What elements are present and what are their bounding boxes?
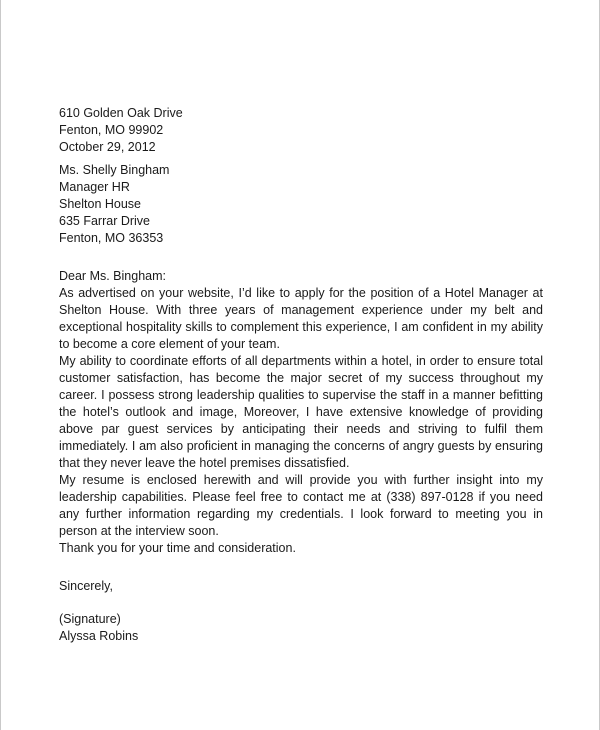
signature-placeholder: (Signature) <box>59 612 121 626</box>
recipient-company: Shelton House <box>59 197 142 211</box>
recipient-street: 635 Farrar Drive <box>59 214 150 228</box>
cover-letter <box>59 105 543 645</box>
letter-date: October 29, 2012 <box>59 140 156 154</box>
paragraph-thanks: Thank you for your time and consideration. <box>59 541 296 555</box>
paragraph-resume: My resume is enclosed herewith and will provide you with further insight into my leadership capabilities. Please feel free to contact me at (338) 897-0128 if you need any further information regarding my credentials. I look forward to meeting you in person at the interview soon. <box>59 473 543 538</box>
signature-block <box>59 611 543 645</box>
sender-city-line: Fenton, MO 99902 <box>59 123 164 137</box>
paragraph-intro: As advertised on your website, I’d like to apply for the position of a Hotel Manager at Shelton House. With three years of management experience under my belt and exceptional hospitality skills to complement this experience, I am confident in my ability to become a core element of your team. <box>59 286 543 351</box>
sender-address <box>59 105 543 156</box>
recipient-title: Manager HR <box>59 180 130 194</box>
signer-name: Alyssa Robins <box>59 629 139 643</box>
paragraph-qualifications: My ability to coordinate efforts of all departments within a hotel, in order to ensure total customer satisfaction, has become the major secret of my success throughout my career. I possess strong leadership qualities to supervise the staff in a manner befitting the hotel’s outlook and image, Moreover, I have extensive knowledge of providing above par guest services by anticipating their needs and striving to fulfil them immediately. I am also proficient in managing the concerns of angry guests by ensuring that they never leave the hotel premises dissatisfied. <box>59 354 543 470</box>
closing: Sincerely, <box>59 579 113 593</box>
recipient-city-line: Fenton, MO 36353 <box>59 231 164 245</box>
sender-street: 610 Golden Oak Drive <box>59 106 183 120</box>
recipient-name: Ms. Shelly Bingham <box>59 163 170 177</box>
salutation: Dear Ms. Bingham: <box>59 269 166 283</box>
recipient-address <box>59 162 543 247</box>
